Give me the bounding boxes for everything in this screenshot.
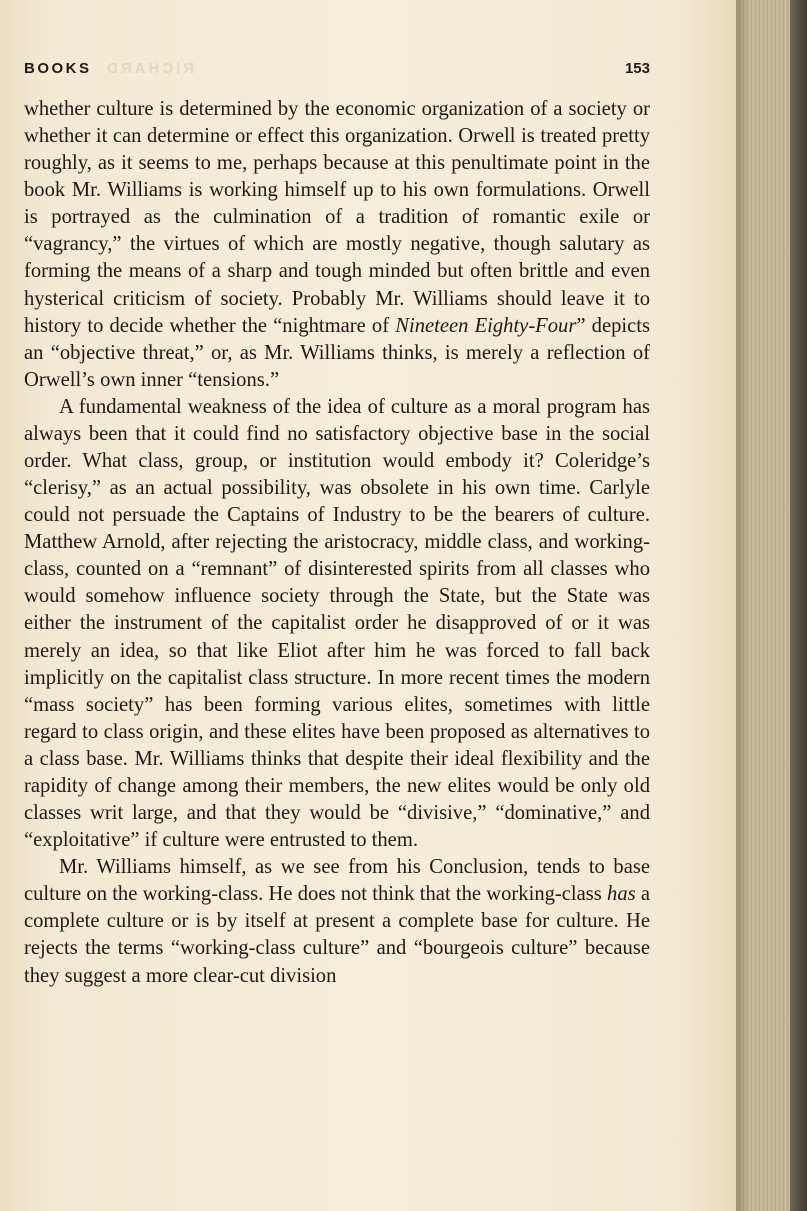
book-title-italic: Nineteen Eighty-Four bbox=[395, 314, 577, 337]
book-binding-edge bbox=[790, 0, 807, 1211]
paragraph-2 bbox=[24, 394, 650, 854]
body-text bbox=[24, 96, 650, 990]
text-run: Mr. Williams himself, as we see from his Conclusion, tends to base culture on the working-class. He does not think that the working-class bbox=[24, 856, 650, 906]
running-head-title: BOOKS bbox=[24, 60, 92, 77]
paragraph-3 bbox=[24, 854, 650, 989]
paragraph-1 bbox=[24, 96, 650, 394]
bleed-through-text: RICHARD bbox=[104, 60, 195, 77]
text-run: ” depicts an “objective threat,” or, as Mr. Williams thinks, is merely a reflection of Orwell’s own inner “tensions.” bbox=[24, 314, 650, 391]
emphasis-italic: has bbox=[607, 883, 636, 906]
text-run: whether culture is determined by the economic organization of a society or whether it can determine or effect this organization. Orwell is treated pretty roughly, as it seems to me, perhaps because at this penultimate point in the book Mr. Williams is working himself up to his own formulations. Orwell is portrayed as the culmination of a tradition of romantic exile or “vagrancy,” the virtues of which are mostly negative, though salutary as forming the means of a sharp and tough minded but often brittle and even hysterical criticism of society. Probably Mr. Williams should leave it to history to decide whether the “nightmare of bbox=[24, 98, 650, 337]
page-number: 153 bbox=[624, 60, 650, 77]
running-head bbox=[24, 56, 650, 84]
text-run: a complete culture or is by itself at present a complete base for culture. He rejects the terms “working-class culture” and “bourgeois culture” because they suggest a more clear-cut division bbox=[24, 883, 651, 987]
text-run: A fundamental weakness of the idea of culture as a moral program has always been that it could find no satisfactory objective base in the social order. What class, group, or institution would embody it? Coleridge’s “clerisy,” as an actual possibility, was obsolete in his own time. Carlyle could not persuade the Captains of Industry to be the bearers of culture. Matthew Arnold, after rejecting the aristocracy, middle class, and working-class, counted on a “remnant” of disinterested spirits from all classes who would somehow influence society through the State, but the State was either the instrument of the capitalist order he disapproved of or it was merely an idea, so that like Eliot after him he was forced to fall back implicitly on the capitalist class structure. In more recent times the modern “mass society” has been forming various elites, sometimes with little regard to class origin, and these elites have been proposed as alternatives to a class base. Mr. Williams thinks that despite their ideal flexibility and the rapidity of change among their members, the new elites would be only old classes writ large, and that they would be “divisive,” “dominative,” and “exploitative” if culture were entrusted to them. bbox=[24, 395, 650, 852]
